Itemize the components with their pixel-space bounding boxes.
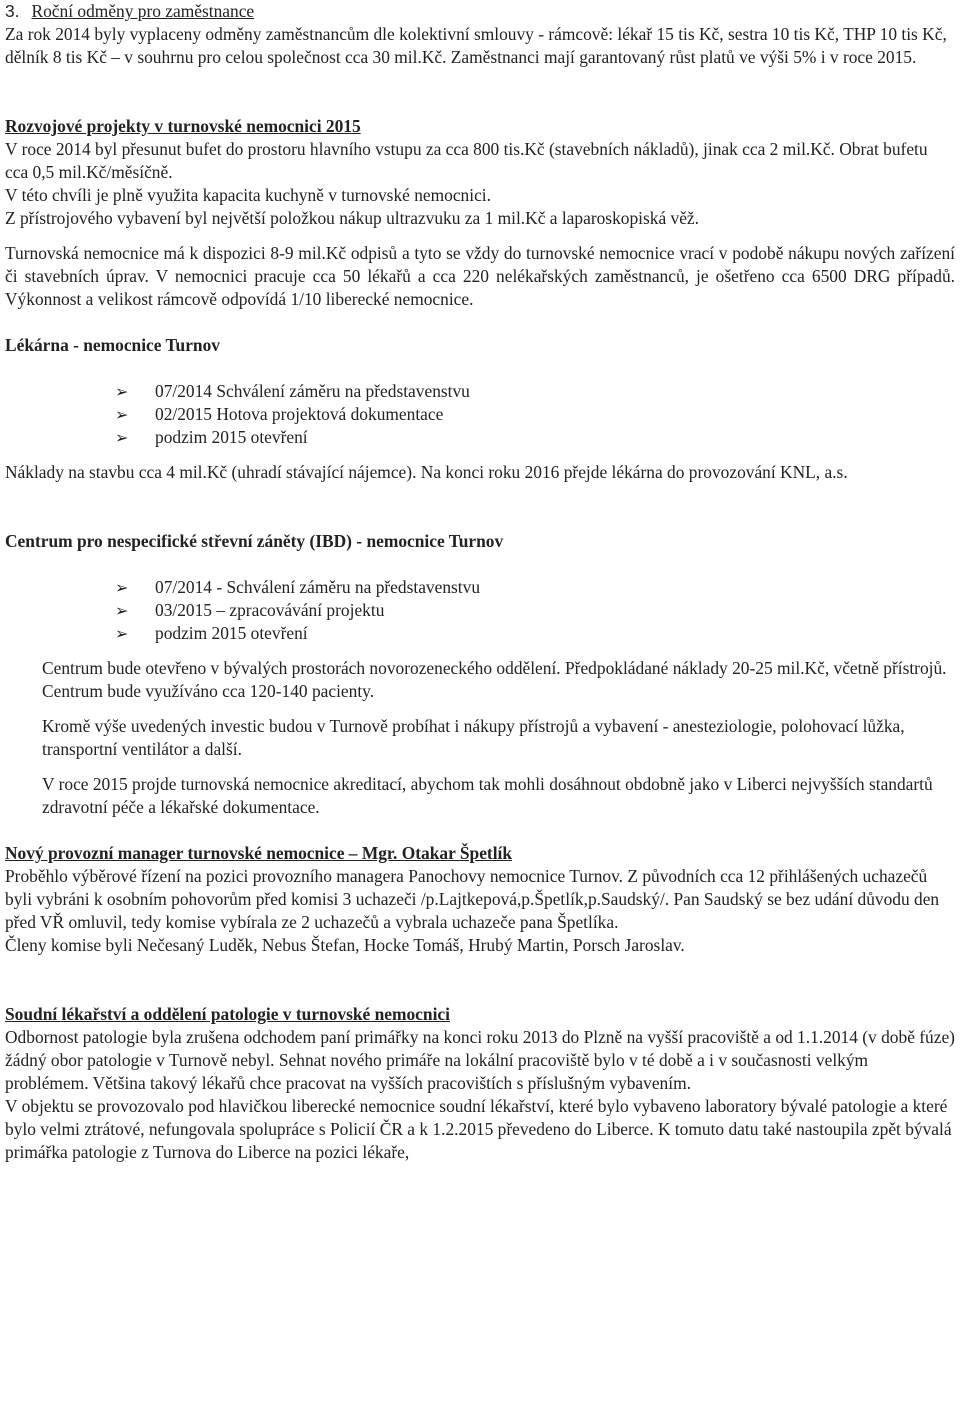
section-number: 3. bbox=[5, 1, 20, 21]
section-patologie-p1: Odbornost patologie byla zrušena odchodem paní primářky na konci roku 2013 do Plzně na vyšší pracoviště a od 1.1.2014 (v době fúze) žádný obor patologie v Turnově nebyl. Sehnat nového primáře na lokální pracoviště bylo v té době a i v současnosti velkým problémem. Většina takový lékařů chce pracovat na vyšších pracovištích s příslušným vybavením. bbox=[5, 1027, 955, 1093]
section-ibd-p2: Kromě výše uvedených investic budou v Turnově probíhat i nákupy přístrojů a vybavení - anesteziologie, polohovací lůžka, transportní ventilátor a další. bbox=[42, 716, 905, 759]
list-item: ➢ podzim 2015 otevření bbox=[115, 427, 308, 447]
arrow-bullet-icon: ➢ bbox=[115, 578, 129, 597]
list-item: ➢ 07/2014 Schválení záměru na představenstvu bbox=[115, 381, 470, 401]
section-patologie-p2: V objektu se provozovalo pod hlavičkou liberecké nemocnice soudní lékařství, které bylo vybaveno laboratory bývalé patologie a které bylo velmi ztrátové, nefungovala spolupráce s Policií ČR a k 1.2.2015 převedeno do Liberce. K tomuto datu také nastoupila zpět bývalá primářka patologie z Turnova do Liberce na pozici lékaře, bbox=[5, 1096, 952, 1162]
arrow-bullet-icon: ➢ bbox=[115, 382, 129, 401]
ibd-list bbox=[5, 576, 955, 645]
document-page bbox=[5, 0, 955, 1164]
section-odmeny-text: Za rok 2014 byly vyplaceny odměny zaměstnancům dle kolektivní smlouvy - rámcově: lékař 15 tis Kč, sestra 10 tis Kč, THP 10 tis Kč, dělník 8 tis Kč – v souhrnu pro celou společnost cca 30 mil.Kč. Zaměstnanci mají garantovaný růst platů ve výši 5% i v roce 2015. bbox=[5, 24, 947, 67]
section-rozvoj-p1: V roce 2014 byl přesunut bufet do prostoru hlavního vstupu za cca 800 tis.Kč (stavebních nákladů), jinak cca 2 mil.Kč. Obrat bufetu cca 0,5 mil.Kč/měsíčně. bbox=[5, 139, 928, 182]
section-patologie-title: Soudní lékařství a oddělení patologie v turnovské nemocnici bbox=[5, 1004, 450, 1024]
section-lekarna-title: Lékárna - nemocnice Turnov bbox=[5, 335, 220, 355]
section-ibd-p3: V roce 2015 projde turnovská nemocnice akreditací, abychom tak mohli dosáhnout obdobně jako v Liberci nejvyšších standartů zdravotní péče a lékařské dokumentace. bbox=[42, 774, 933, 817]
section-manager-p2: Členy komise byli Nečesaný Luděk, Nebus Štefan, Hocke Tomáš, Hrubý Martin, Porsch Jaroslav. bbox=[5, 935, 685, 955]
arrow-bullet-icon: ➢ bbox=[115, 624, 129, 643]
section-manager-p1: Proběhlo výběrové řízení na pozici provozního managera Panochovy nemocnice Turnov. Z původních cca 12 přihlášených uchazečů byli vybráni k osobním pohovorům před komisi 3 uchazeči /p.Lajtkepová,p.Špetlík,p.Saudský/. Pan Saudský se bez udání důvodu den před VŘ omluvil, tedy komise vybírala ze 2 uchazečů a vybrala uchazeče pana Špetlíka. bbox=[5, 866, 940, 932]
list-item: ➢ 02/2015 Hotova projektová dokumentace bbox=[115, 404, 444, 424]
section-rozvoj-title: Rozvojové projekty v turnovské nemocnici 2015 bbox=[5, 116, 361, 136]
arrow-bullet-icon: ➢ bbox=[115, 601, 129, 620]
arrow-bullet-icon: ➢ bbox=[115, 428, 129, 447]
list-item: ➢ 03/2015 – zpracovávání projektu bbox=[115, 600, 385, 620]
lekarna-list bbox=[5, 380, 955, 449]
section-manager-title: Nový provozní manager turnovské nemocnice – Mgr. Otakar Špetlík bbox=[5, 843, 513, 863]
section-odmeny-heading bbox=[5, 0, 955, 23]
section-ibd-title: Centrum pro nespecifické střevní záněty (IBD) - nemocnice Turnov bbox=[5, 531, 504, 551]
section-rozvoj-p4: Turnovská nemocnice má k dispozici 8-9 mil.Kč odpisů a tyto se vždy do turnovské nemocnice vrací v podobě nákupu nových zařízení či stavebních úprav. V nemocnici pracuje cca 50 lékařů a cca 220 nelékařských zaměstnanců, je ošetřeno cca 6500 DRG případů. Výkonnost a velikost rámcově odpovídá 1/10 liberecké nemocnice. bbox=[5, 243, 955, 309]
arrow-bullet-icon: ➢ bbox=[115, 405, 129, 424]
list-item: ➢ 07/2014 - Schválení záměru na představenstvu bbox=[115, 577, 481, 597]
section-rozvoj-p2: V této chvíli je plně využita kapacita kuchyně v turnovské nemocnici. bbox=[5, 185, 491, 205]
section-rozvoj-p3: Z přístrojového vybavení byl největší položkou nákup ultrazvuku za 1 mil.Kč a laparoskopiská věž. bbox=[5, 208, 699, 228]
section-lekarna-text: Náklady na stavbu cca 4 mil.Kč (uhradí stávající nájemce). Na konci roku 2016 přejde lékárna do provozování KNL, a.s. bbox=[5, 462, 848, 482]
list-item: ➢ podzim 2015 otevření bbox=[115, 623, 308, 643]
section-ibd-p1: Centrum bude otevřeno v bývalých prostorách novorozeneckého oddělení. Předpokládané náklady 20-25 mil.Kč, včetně přístrojů. Centrum bude využíváno cca 120-140 pacienty. bbox=[42, 658, 947, 701]
section-odmeny-title: Roční odměny pro zaměstnance bbox=[31, 1, 255, 21]
